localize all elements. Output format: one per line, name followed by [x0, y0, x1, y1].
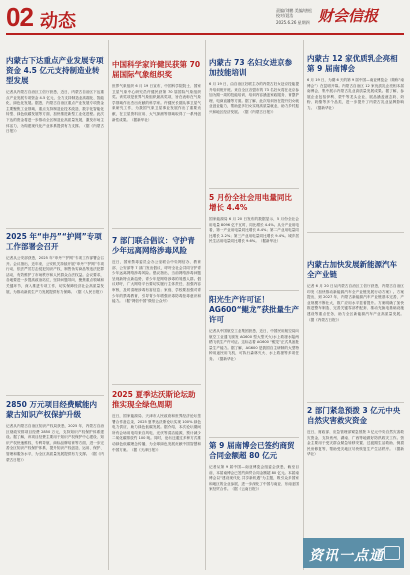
article-headline[interactable]: 5 月份全社会用电量同比增长 4.4% — [209, 193, 292, 212]
article-body: 记者从第 9 届中国—南亚博览会组委会获悉，截至目前，本届南博会已签约商贸合同金额超 80 亿元。本届南博会以“建设现代化 共享新机遇”为主题，吸引众多国家和地区的企业参展，进一步深化了中国与南亚、东南亚国家经贸合作。（据《云南日报》） — [209, 465, 299, 492]
column-divider — [205, 40, 206, 570]
article-special-campaign — [6, 232, 104, 295]
document-icon — [384, 546, 400, 560]
article-investment-fund — [6, 56, 104, 135]
edition-credits: 责编/刘鹏 美编/唐松 校对/聂浩 — [276, 8, 312, 18]
article-body: 记者从公安部获悉，2025 年“申丹”“护网”专项工作部署会召开。会议指出，近年来，公安机关持续开展“申丹”“护网”专项行动，依法严厉打击侵犯知识产权、制售伪劣商品等违法犯罪活动，有效维护了市场秩序和人民群众合法权益。会议要求，各地要进一步提高政治站位，坚持问题导向，聚焦重点领域和关键环节，深入推进专项工作，切实保障经济社会高质量发展，为推动新质生产力发展提供有力保障。（据《人民日报》） — [6, 256, 105, 294]
article-body: 国家能源局 6 月 20 日发布的数据显示，5 月份全社会用电量 8096 亿千瓦时，同比增长 4.4%。从分产业用电看，第一产业用电量同比增长 8.4%；第二产业用电量同比增长 2.2%；第三产业用电量同比增长 9.4%。城乡居民生活用电量同比增长 9.6%。（据新华社） — [209, 217, 299, 244]
article-body: 近日，财政部、应急管理部紧急预拨 3 亿元中央自然灾害救灾资金，支持贵州、湖南、广西等地做好防汛救灾工作。资金主要用于受灾群众紧急转移安置、过渡期生活救助、倒损民房修复等，帮助受灾地区尽快恢复生产生活秩序。（据新华社） — [307, 430, 404, 457]
article-separator — [209, 188, 299, 189]
article-women-training — [209, 58, 299, 116]
article-headline[interactable]: 内蒙古 12 家优质乳企亮相第 9 届南博会 — [307, 54, 398, 73]
article-ag600 — [209, 295, 299, 363]
article-body: 记者从内蒙古自治区知识产权局获悉，2025 年，内蒙古自治区财政安排项目经费 2850 万元，支持知识产权保护体系建设。据了解，该项目经费主要用于知识产权保护中心建设、知识产权快速维权、专利导航、商标品牌培育等方面，进一步完善全区知识产权保护体系，提升知识产权创造、运用、保护、管理和服务水平，为全区高质量发展提供有力支撑。（据《内蒙古日报》） — [6, 424, 104, 462]
column-divider — [108, 40, 109, 570]
article-headline[interactable]: 2025 年“申丹”“护网”专项工作部署会召开 — [6, 232, 102, 251]
article-new-energy-vehicles — [307, 260, 404, 323]
article-separator — [209, 437, 299, 438]
article-headline[interactable]: 内蒙古下达重点产业发展专项资金 4.5 亿元支持制造业转型发展 — [6, 56, 104, 85]
article-separator — [307, 232, 404, 233]
section-title: 动态 — [40, 11, 76, 32]
column-divider — [303, 40, 304, 570]
article-separator — [112, 384, 201, 385]
article-headline[interactable]: 中国科学家许健民获第 70 届国际气象组织奖 — [112, 60, 201, 79]
banner-title: 资讯一点通 — [309, 548, 384, 564]
article-separator — [6, 228, 104, 229]
masthead — [0, 0, 410, 36]
article-meteorology-award — [112, 60, 201, 123]
article-dairy-expo — [307, 54, 404, 112]
issue-date: 2025.6.26 星期四 — [276, 20, 310, 25]
article-body: 世界气象组织 6 月 19 日宣布，中国科学院院士、国家卫星气象中心研究员许健民获第 70 届国际气象组织奖。该奖项是世界气象组织最高奖项，旨在表彰在气象学领域作出杰出贡献的科学家。许健民长期从事卫星气象研究工作，为我国气象卫星事业发展作出了重要贡献，在卫星资料应用、大气探测等领域取得了一系列创新性成果。（据新华社） — [112, 84, 201, 122]
article-power-consumption — [209, 193, 299, 245]
article-body: 记者从中国航空工业集团获悉，近日，中国民用航空局向航空工业通飞颁发 AG600 型大型灭火/水上救援水陆两栖飞机生产许可证。这标志着 AG600 “鲲龙”正式具备批量生产能力。据了解，AG600 是我国自主研制的大型特种用途民用飞机，可执行森林灭火、水上救援等多项任务。（据新华社） — [209, 329, 299, 361]
article-headline[interactable]: 内蒙古加快发展新能源汽车全产业链 — [307, 260, 397, 279]
article-disaster-relief — [307, 406, 404, 458]
header-rule — [6, 33, 404, 35]
article-separator — [6, 395, 104, 396]
article-headline[interactable]: 7 部门联合倡议：守护青少年远离网络涉毒风险 — [112, 236, 195, 255]
article-youth-drug-risk — [112, 236, 201, 305]
page-number: 02 — [6, 2, 33, 32]
article-body: 近日，国家能源局、天津市人民政府和世界经济论坛签署合作备忘录，2025 夏季达沃斯论坛实现 100% 绿色电力供应，助力绿色低碳发展。据介绍，本次论坛期间所有会场用电均来自风电、光伏等清洁能源，预计减少二氧化碳排放约 100 吨。同时，论坛还通过多种方式推动绿色低碳理念传播，为全球绿色发展贡献中国智慧和中国方案。（据《天津日报》） — [112, 414, 201, 452]
newspaper-logo: 财会信报 — [318, 7, 379, 25]
article-separator — [307, 402, 404, 403]
article-headline[interactable]: 阳光生产许可证！AG600“鲲龙”获批量生产许可 — [209, 295, 299, 324]
article-body: 6 月 19 日，为期 6 天的第 9 届中国—南亚博览会（简称“南博会”）在昆明开幕。内蒙古自治区 12 家优质乳企亮相本届南博会，集中展示内蒙古乳业高质量发展成果。据了解，参展企业包括伊利、蒙牛等龙头企业，展品涵盖液态奶、奶粉、奶酪等多个品类，进一步提升了内蒙古乳业品牌影响力。（据新华社） — [307, 78, 404, 110]
article-body: 记者 6 月 20 日从内蒙古自治区工信厅获悉，内蒙古自治区印发《加快推动新能源汽车全产业链发展行动方案》。方案提出，到 2027 年，内蒙古新能源汽车产业链基本完善，产业规模不断壮大，推广应用水平显著提升。方案明确了加快推进整车制造、完善关键零部件配套、推动充换电基础设施建设等重点任务，助力全区新能源汽车产业高质量发展。（据《内蒙古日报》） — [307, 284, 404, 322]
article-ip-protection — [6, 400, 104, 463]
article-body: 6 月 19 日，由自治区妇联主办的内蒙古妇女赴京技能提升培训班开班。来自全区各盟市的 73 名妇女将在北京参加为期一周的技能培训，培训内容涵盖家政服务、育婴护理、电商直播等方面。据了解，此次培训旨在提升妇女就业创业能力，帮助更多妇女实现高质量就业，助力乡村振兴和地区经济发展。（据《内蒙古日报》） — [209, 82, 299, 114]
article-separator — [112, 228, 201, 229]
article-body: 记者从内蒙古自治区工信厅获悉，近日，内蒙古自治区下达重点产业发展专项资金 4.5 亿元，全力支持制造业高端化、智能化、绿色化发展。据悉，内蒙古自治区重点产业发展专项资金主要聚焦工业领域，重点支持制造业技术改造、数字化智能化转型、绿色低碳发展等方面，加快推进新型工业化进程。此次下达的资金将进一步推动全区制造业高质量发展，激发市场主体活力，为构建现代化产业体系提供有力支撑。（据《内蒙古日报》） — [6, 90, 104, 134]
article-headline[interactable]: 2 部门紧急预拨 3 亿元中央自然灾害救灾资金 — [307, 406, 401, 425]
article-south-asia-expo — [209, 441, 299, 493]
article-body: 近日，国家禁毒委员会办公室联合中央网信办、教育部、公安部等 7 部门发出倡议，呼吁全社会共同守护青少年远离网络涉毒风险。倡议指出，当前网络涉毒问题呈现新特点新趋势，青少年是网络涉毒的易感人群。倡议呼吁，广大网络平台要切实履行主体责任，加强内容审核，及时清理涉毒有害信息；家庭、学校要加强对青少年的禁毒教育，引导青少年增强识毒防毒拒毒意识和能力。（据“网信中国”微信公众号） — [112, 260, 201, 304]
news-digest-banner — [303, 538, 404, 568]
article-headline[interactable]: 内蒙古 73 名妇女进京参加技能培训 — [209, 58, 293, 77]
article-headline[interactable]: 2850 万元项目经费赋能内蒙古知识产权保护升级 — [6, 400, 97, 419]
article-headline[interactable]: 2025 夏季达沃斯论坛助推实现全绿色周期 — [112, 390, 196, 409]
article-headline[interactable]: 第 9 届南博会已签约商贸合同金额超 80 亿元 — [209, 441, 295, 460]
article-davos-green — [112, 390, 201, 453]
article-separator — [209, 290, 299, 291]
